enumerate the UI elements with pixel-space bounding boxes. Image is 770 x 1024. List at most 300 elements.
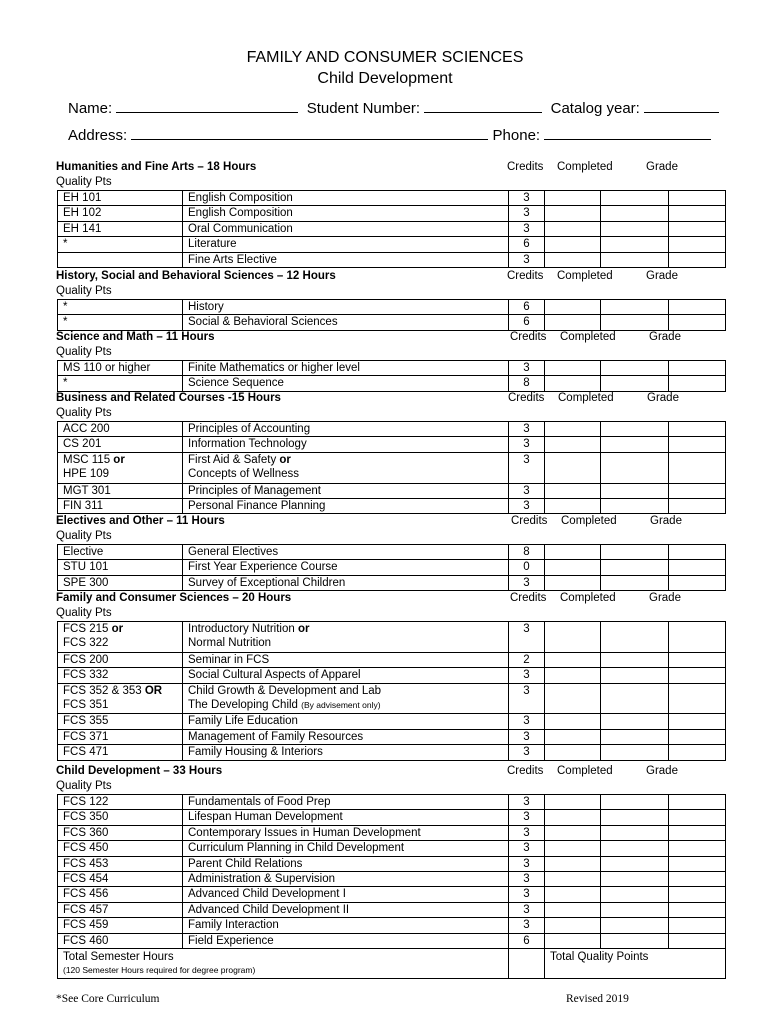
completed-cell[interactable] xyxy=(545,376,601,391)
completed-cell[interactable] xyxy=(545,452,601,483)
credits-value: 3 xyxy=(509,622,545,653)
grade-cell[interactable] xyxy=(601,622,669,653)
grade-cell[interactable] xyxy=(601,252,669,267)
credits-value: 3 xyxy=(509,668,545,683)
completed-cell[interactable] xyxy=(545,361,601,376)
quality-pts-cell[interactable] xyxy=(669,825,726,840)
column-header-completed: Completed xyxy=(557,161,613,173)
course-row xyxy=(58,856,726,871)
credits-value: 3 xyxy=(509,918,545,933)
credits-value: 3 xyxy=(509,714,545,729)
student-info-row xyxy=(68,98,719,118)
course-table xyxy=(57,544,726,591)
address-field[interactable] xyxy=(131,125,488,140)
credits-value: 6 xyxy=(509,300,545,315)
completed-cell[interactable] xyxy=(545,575,601,590)
quality-pts-label: Quality Pts xyxy=(56,407,112,419)
course-name xyxy=(183,499,509,514)
course-row xyxy=(58,872,726,887)
course-name-text: Social & Behavioral Sciences xyxy=(188,316,338,329)
quality-pts-cell[interactable] xyxy=(669,902,726,917)
credits-value: 3 xyxy=(509,683,545,714)
section-header xyxy=(56,764,726,779)
completed-cell[interactable] xyxy=(545,237,601,252)
completed-cell[interactable] xyxy=(545,902,601,917)
quality-pts-cell[interactable] xyxy=(669,872,726,887)
completed-cell[interactable] xyxy=(545,745,601,760)
course-row xyxy=(58,575,726,590)
credits-value: 3 xyxy=(509,745,545,760)
column-header-credits: Credits xyxy=(511,515,548,527)
completed-cell[interactable] xyxy=(545,933,601,948)
course-code xyxy=(58,622,183,653)
completed-cell[interactable] xyxy=(545,841,601,856)
course-row xyxy=(58,206,726,221)
column-header-grade: Grade xyxy=(649,592,681,604)
course-name-text: Introductory Nutrition xyxy=(188,623,295,635)
grade-cell[interactable] xyxy=(601,376,669,391)
quality-pts-cell[interactable] xyxy=(669,452,726,483)
grade-cell[interactable] xyxy=(601,856,669,871)
course-name-text: Management of Family Resources xyxy=(188,730,364,743)
grade-cell[interactable] xyxy=(601,361,669,376)
grade-cell[interactable] xyxy=(601,745,669,760)
quality-pts-cell[interactable] xyxy=(669,622,726,653)
course-code xyxy=(58,221,183,236)
column-header-grade: Grade xyxy=(646,765,678,777)
course-name xyxy=(183,237,509,252)
course-name-text: Principles of Management xyxy=(188,484,321,497)
credits-value: 0 xyxy=(509,560,545,575)
grade-cell[interactable] xyxy=(601,795,669,810)
course-name xyxy=(183,729,509,744)
grade-cell[interactable] xyxy=(601,237,669,252)
course-name xyxy=(183,560,509,575)
course-code-text: ACC 200 xyxy=(63,423,110,435)
credits-value: 3 xyxy=(509,729,545,744)
quality-pts-cell[interactable] xyxy=(669,683,726,714)
address-label: Address: xyxy=(68,127,128,144)
course-name xyxy=(183,652,509,667)
course-name-text: Fundamentals of Food Prep xyxy=(188,796,331,808)
section-title: Science and Math – 11 Hours xyxy=(56,331,215,343)
completed-cell[interactable] xyxy=(545,545,601,560)
completed-cell[interactable] xyxy=(545,560,601,575)
column-header-grade: Grade xyxy=(646,161,678,173)
course-name xyxy=(183,918,509,933)
course-code-text: MS 110 or higher xyxy=(63,362,151,374)
credits-value: 3 xyxy=(509,221,545,236)
quality-pts-cell[interactable] xyxy=(669,499,726,514)
course-name xyxy=(183,714,509,729)
course-code xyxy=(58,810,183,825)
completed-cell[interactable] xyxy=(545,810,601,825)
grade-cell[interactable] xyxy=(601,933,669,948)
course-table xyxy=(57,421,726,514)
completed-cell[interactable] xyxy=(545,872,601,887)
course-name xyxy=(183,856,509,871)
section-header xyxy=(56,391,726,406)
course-row xyxy=(58,315,726,330)
course-code xyxy=(58,575,183,590)
completed-cell[interactable] xyxy=(545,652,601,667)
course-row xyxy=(58,237,726,252)
course-code xyxy=(58,652,183,667)
column-header-credits: Credits xyxy=(508,392,545,404)
course-name-text: English Composition xyxy=(188,207,293,220)
course-name xyxy=(183,300,509,315)
grade-cell[interactable] xyxy=(601,483,669,498)
course-table xyxy=(57,299,726,331)
course-code xyxy=(58,729,183,744)
course-code-text: * xyxy=(63,238,68,251)
grade-cell[interactable] xyxy=(601,422,669,437)
course-name xyxy=(183,483,509,498)
completed-cell[interactable] xyxy=(545,300,601,315)
course-row xyxy=(58,361,726,376)
quality-pts-cell[interactable] xyxy=(669,714,726,729)
catalog-year-field[interactable] xyxy=(644,98,719,113)
course-row xyxy=(58,560,726,575)
name-label: Name: xyxy=(68,100,113,117)
course-row xyxy=(58,795,726,810)
quality-pts-cell[interactable] xyxy=(669,376,726,391)
course-code xyxy=(58,933,183,948)
course-row xyxy=(58,483,726,498)
or-text: or xyxy=(111,623,124,635)
section-header xyxy=(56,160,726,175)
quality-pts-cell[interactable] xyxy=(669,437,726,452)
quality-pts-label: Quality Pts xyxy=(56,285,112,297)
course-code-text: FCS 459 xyxy=(63,919,109,932)
course-code xyxy=(58,872,183,887)
grade-cell[interactable] xyxy=(601,841,669,856)
completed-cell[interactable] xyxy=(545,483,601,498)
course-code-alt: FCS 322 xyxy=(63,637,109,650)
column-header-completed: Completed xyxy=(557,270,613,282)
course-code xyxy=(58,437,183,452)
course-name-text: Oral Communication xyxy=(188,222,293,235)
course-code-text: SPE 300 xyxy=(63,576,109,589)
completed-cell[interactable] xyxy=(545,887,601,902)
completed-cell[interactable] xyxy=(545,315,601,330)
credits-value: 3 xyxy=(509,795,545,810)
name-field[interactable] xyxy=(116,98,298,113)
credits-value: 3 xyxy=(509,437,545,452)
grade-cell[interactable] xyxy=(601,437,669,452)
page-title: FAMILY AND CONSUMER SCIENCES xyxy=(246,49,524,66)
course-table xyxy=(57,360,726,392)
grade-cell[interactable] xyxy=(601,315,669,330)
column-header-completed: Completed xyxy=(560,592,616,604)
course-name xyxy=(183,795,509,810)
column-header-credits: Credits xyxy=(507,161,544,173)
course-name xyxy=(183,361,509,376)
course-name-text: Principles of Accounting xyxy=(188,423,311,435)
course-name-text: General Electives xyxy=(188,546,279,558)
course-code-text: FIN 311 xyxy=(63,500,104,513)
quality-pts-cell[interactable] xyxy=(669,252,726,267)
grade-cell[interactable] xyxy=(601,872,669,887)
course-row xyxy=(58,825,726,840)
completed-cell[interactable] xyxy=(545,221,601,236)
grade-cell[interactable] xyxy=(601,545,669,560)
credits-value: 3 xyxy=(509,452,545,483)
footer-revised: Revised 2019 xyxy=(566,993,629,1005)
course-code xyxy=(58,918,183,933)
course-code xyxy=(58,361,183,376)
course-row xyxy=(58,887,726,902)
quality-pts-cell[interactable] xyxy=(669,668,726,683)
course-code-text: FCS 360 xyxy=(63,826,109,839)
course-code xyxy=(58,315,183,330)
grade-cell[interactable] xyxy=(601,652,669,667)
course-code xyxy=(58,841,183,856)
course-code-text: FCS 332 xyxy=(63,669,109,682)
completed-cell[interactable] xyxy=(545,668,601,683)
course-code xyxy=(58,237,183,252)
grade-cell[interactable] xyxy=(601,206,669,221)
student-number-label: Student Number: xyxy=(306,100,421,117)
quality-pts-cell[interactable] xyxy=(669,315,726,330)
course-code xyxy=(58,483,183,498)
quality-pts-cell[interactable] xyxy=(669,729,726,744)
course-code-text: FCS 456 xyxy=(63,888,109,901)
grade-cell[interactable] xyxy=(601,902,669,917)
completed-cell[interactable] xyxy=(545,252,601,267)
grade-cell[interactable] xyxy=(601,499,669,514)
course-name xyxy=(183,810,509,825)
credits-value: 3 xyxy=(509,361,545,376)
completed-cell[interactable] xyxy=(545,437,601,452)
course-name-text: Child Growth & Development and Lab xyxy=(188,684,382,697)
course-code xyxy=(58,902,183,917)
course-code xyxy=(58,499,183,514)
course-code-text: FCS 355 xyxy=(63,715,109,728)
column-header-grade: Grade xyxy=(649,331,681,343)
column-header-grade: Grade xyxy=(646,270,678,282)
completed-cell[interactable] xyxy=(545,729,601,744)
credits-value: 3 xyxy=(509,483,545,498)
course-code-text: EH 102 xyxy=(63,207,102,220)
grade-cell[interactable] xyxy=(601,221,669,236)
quality-pts-cell[interactable] xyxy=(669,237,726,252)
quality-pts-cell[interactable] xyxy=(669,545,726,560)
quality-pts-cell[interactable] xyxy=(669,887,726,902)
phone-label: Phone: xyxy=(492,127,541,144)
grade-cell[interactable] xyxy=(601,452,669,483)
quality-pts-cell[interactable] xyxy=(669,575,726,590)
course-code-alt: HPE 109 xyxy=(63,468,110,481)
course-name xyxy=(183,315,509,330)
course-code xyxy=(58,422,183,437)
course-name-text: Family Interaction xyxy=(188,919,279,932)
completed-cell[interactable] xyxy=(545,918,601,933)
course-code-text: FCS 471 xyxy=(63,746,109,759)
course-name-text: Family Life Education xyxy=(188,715,298,728)
column-header-completed: Completed xyxy=(561,515,617,527)
credits-value: 8 xyxy=(509,376,545,391)
course-row xyxy=(58,422,726,437)
quality-pts-cell[interactable] xyxy=(669,422,726,437)
course-code-text: CS 201 xyxy=(63,438,102,451)
course-code-text: FCS 450 xyxy=(63,842,109,855)
quality-pts-cell[interactable] xyxy=(669,841,726,856)
course-name xyxy=(183,683,509,714)
quality-pts-cell[interactable] xyxy=(669,745,726,760)
course-code xyxy=(58,887,183,902)
or-text: or xyxy=(113,453,125,466)
completed-cell[interactable] xyxy=(545,422,601,437)
course-code xyxy=(58,795,183,810)
quality-pts-cell[interactable] xyxy=(669,933,726,948)
course-code-text: MSC 115 xyxy=(63,453,111,466)
credits-value: 8 xyxy=(509,545,545,560)
course-code xyxy=(58,545,183,560)
column-header-credits: Credits xyxy=(510,331,547,343)
total-hours-note: (120 Semester Hours required for degree program) xyxy=(63,965,256,975)
quality-pts-cell[interactable] xyxy=(669,191,726,206)
completed-cell[interactable] xyxy=(545,856,601,871)
credits-value: 6 xyxy=(509,237,545,252)
student-number-field[interactable] xyxy=(424,98,542,113)
quality-pts-cell[interactable] xyxy=(669,652,726,667)
grade-cell[interactable] xyxy=(601,668,669,683)
total-hours-value[interactable] xyxy=(509,949,545,979)
course-name-text: Parent Child Relations xyxy=(188,857,303,870)
course-name-text: Administration & Supervision xyxy=(188,873,336,886)
quality-pts-cell[interactable] xyxy=(669,856,726,871)
grade-cell[interactable] xyxy=(601,810,669,825)
grade-cell[interactable] xyxy=(601,729,669,744)
section-header xyxy=(56,330,726,345)
page-subtitle: Child Development xyxy=(317,70,453,87)
course-code-text: FCS 371 xyxy=(63,730,109,743)
completed-cell[interactable] xyxy=(545,191,601,206)
total-quality-cell[interactable] xyxy=(545,949,726,979)
section-title: Family and Consumer Sciences – 20 Hours xyxy=(56,592,292,604)
grade-cell[interactable] xyxy=(601,825,669,840)
course-code-text: FCS 457 xyxy=(63,903,109,916)
section-header xyxy=(56,269,726,284)
credits-value: 3 xyxy=(509,252,545,267)
course-name-text: Advanced Child Development I xyxy=(188,888,346,901)
quality-pts-cell[interactable] xyxy=(669,810,726,825)
completed-cell[interactable] xyxy=(545,714,601,729)
course-code-text: FCS 453 xyxy=(63,857,109,870)
completed-cell[interactable] xyxy=(545,795,601,810)
completed-cell[interactable] xyxy=(545,499,601,514)
grade-cell[interactable] xyxy=(601,575,669,590)
quality-pts-cell[interactable] xyxy=(669,918,726,933)
course-code xyxy=(58,376,183,391)
course-name-text: Curriculum Planning in Child Development xyxy=(188,842,405,855)
quality-pts-cell[interactable] xyxy=(669,206,726,221)
quality-pts-label: Quality Pts xyxy=(56,176,112,188)
course-name xyxy=(183,252,509,267)
column-header-completed: Completed xyxy=(560,331,616,343)
quality-pts-cell[interactable] xyxy=(669,795,726,810)
course-code-text: FCS 454 xyxy=(63,873,109,886)
quality-pts-cell[interactable] xyxy=(669,221,726,236)
credits-value: 3 xyxy=(509,887,545,902)
grade-cell[interactable] xyxy=(601,887,669,902)
column-header-completed: Completed xyxy=(558,392,614,404)
quality-pts-label: Quality Pts xyxy=(56,530,112,542)
catalog-year-label: Catalog year: xyxy=(550,100,640,117)
course-name xyxy=(183,221,509,236)
course-code xyxy=(58,206,183,221)
grade-cell[interactable] xyxy=(601,683,669,714)
quality-pts-cell[interactable] xyxy=(669,483,726,498)
course-row xyxy=(58,683,726,714)
completed-cell[interactable] xyxy=(545,622,601,653)
completed-cell[interactable] xyxy=(545,206,601,221)
totals-table xyxy=(57,948,726,979)
course-row xyxy=(58,652,726,667)
course-name-text: Social Cultural Aspects of Apparel xyxy=(188,669,361,682)
course-row xyxy=(58,622,726,653)
completed-cell[interactable] xyxy=(545,825,601,840)
course-name-text: Survey of Exceptional Children xyxy=(188,576,346,589)
course-code-text: FCS 200 xyxy=(63,653,109,666)
course-name-text: English Composition xyxy=(188,192,293,204)
course-code-text: EH 101 xyxy=(63,192,102,204)
quality-pts-cell[interactable] xyxy=(669,361,726,376)
course-row xyxy=(58,918,726,933)
course-code xyxy=(58,745,183,760)
column-header-credits: Credits xyxy=(510,592,547,604)
course-name-text: Seminar in FCS xyxy=(188,653,270,666)
quality-pts-cell[interactable] xyxy=(669,300,726,315)
grade-cell[interactable] xyxy=(601,300,669,315)
grade-cell[interactable] xyxy=(601,191,669,206)
advisement-note: (By advisement only) xyxy=(301,700,381,711)
credits-value: 3 xyxy=(509,499,545,514)
grade-cell[interactable] xyxy=(601,918,669,933)
credits-value: 3 xyxy=(509,575,545,590)
course-row xyxy=(58,437,726,452)
course-name-text: Advanced Child Development II xyxy=(188,903,350,916)
or-text: or xyxy=(279,453,291,466)
course-name-text: First Year Experience Course xyxy=(188,561,338,574)
column-header-completed: Completed xyxy=(557,765,613,777)
course-code xyxy=(58,714,183,729)
course-name-text: First Aid & Safety xyxy=(188,453,277,466)
course-code-text: FCS 350 xyxy=(63,811,109,824)
course-name-alt: Normal Nutrition xyxy=(188,637,272,650)
phone-field[interactable] xyxy=(544,125,711,140)
credits-value: 6 xyxy=(509,933,545,948)
grade-cell[interactable] xyxy=(601,714,669,729)
course-name xyxy=(183,437,509,452)
credits-value: 2 xyxy=(509,652,545,667)
course-code-alt: FCS 351 xyxy=(63,699,109,712)
grade-cell[interactable] xyxy=(601,560,669,575)
course-row xyxy=(58,452,726,483)
quality-pts-cell[interactable] xyxy=(669,560,726,575)
address-row xyxy=(68,125,711,145)
total-quality-label: Total Quality Points xyxy=(550,951,649,963)
course-code-text: FCS 215 xyxy=(63,623,109,635)
course-name-text: Finite Mathematics or higher level xyxy=(188,362,360,374)
section-title: Child Development – 33 Hours xyxy=(56,765,223,777)
section-title: Business and Related Courses -15 Hours xyxy=(56,392,281,404)
credits-value: 3 xyxy=(509,206,545,221)
completed-cell[interactable] xyxy=(545,683,601,714)
course-code-text: EH 141 xyxy=(63,222,102,235)
quality-pts-label: Quality Pts xyxy=(56,607,112,619)
